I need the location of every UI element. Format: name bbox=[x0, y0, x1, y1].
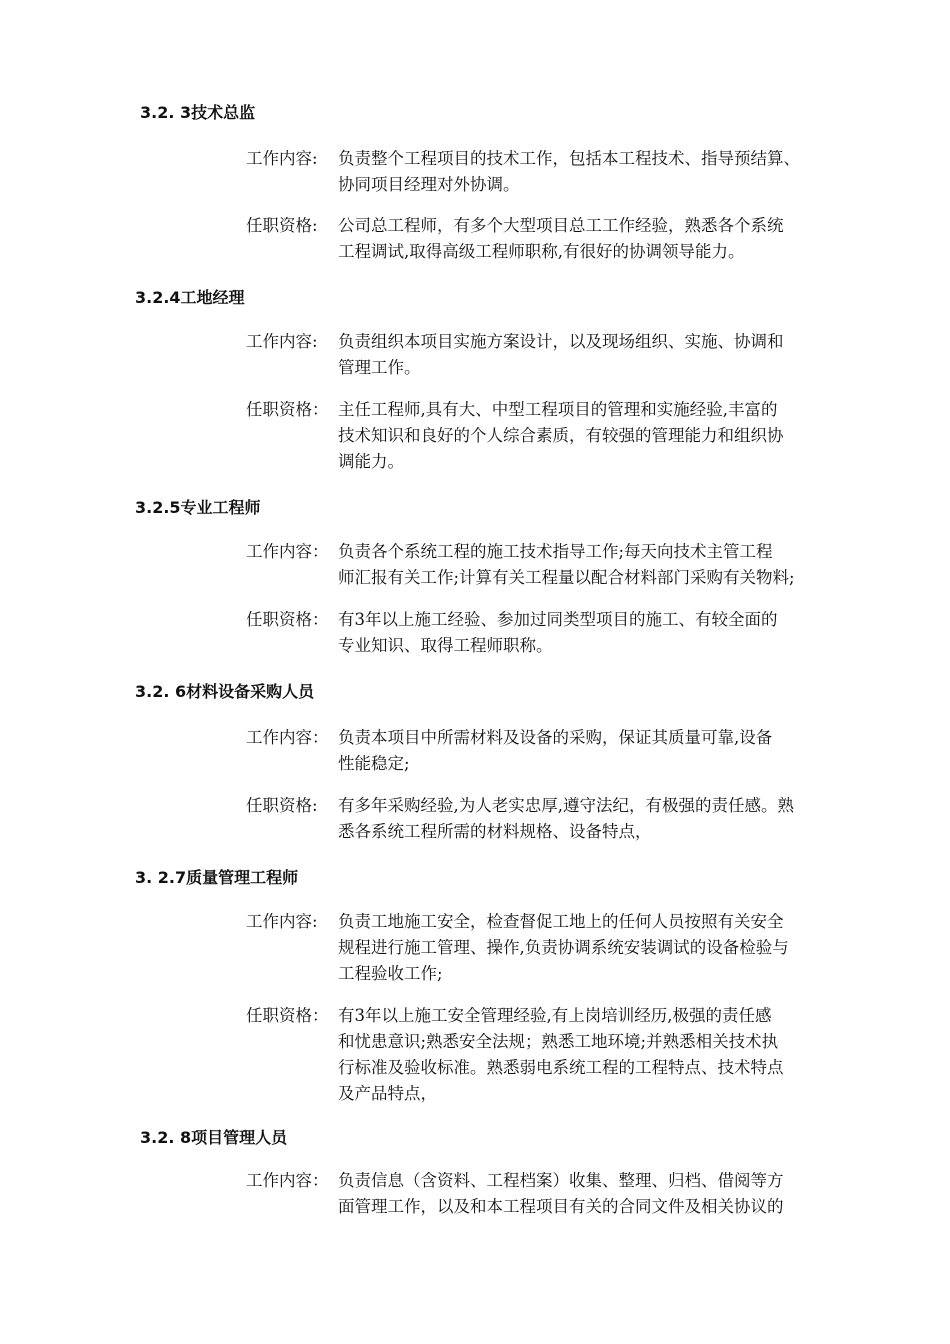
job-content-text: 负责本项目中所需材料及设备的采购，保证其质量可靠,设备 性能稳定; bbox=[338, 728, 773, 773]
qualification-text: 公司总工程师，有多个大型项目总工工作经验，熟悉各个系统 工程调试,取得高级工程师职称,有很好的协调领导能力。 bbox=[338, 216, 784, 261]
job-content-text: 负责各个系统工程的施工技术指导工作;每天向技术主管工程 师汇报有关工作;计算有关工程量以配合材料部门采购有关物料; bbox=[338, 542, 795, 587]
qualification-label: 任职资格： bbox=[246, 1006, 329, 1025]
qualification-text: 有3年以上施工安全管理经验,有上岗培训经历,极强的责任感 和忧患意识;熟悉安全法规；熟悉工地环境;并熟悉相关技术执 行标准及验收标准。熟悉弱电系统工程的工程特点、技术特点 及产品特点， bbox=[338, 1006, 784, 1103]
job-content-label: 工作内容: bbox=[246, 332, 318, 351]
job-content-text: 负责整个工程项目的技术工作，包括本工程技术、指导预结算、 协同项目经理对外协调。 bbox=[338, 149, 800, 194]
section-title-technical-director: 3.2. 3技术总监 bbox=[140, 103, 256, 122]
qualification-label: 任职资格： bbox=[246, 400, 329, 419]
job-content-text: 负责组织本项目实施方案设计，以及现场组织、实施、协调和 管理工作。 bbox=[338, 332, 784, 377]
section-title-site-manager: 3.2.4工地经理 bbox=[135, 288, 245, 307]
qualification-label: 任职资格: bbox=[246, 216, 318, 235]
section-title-procurement-staff: 3.2. 6材料设备采购人员 bbox=[135, 682, 315, 701]
job-content-label: 工作内容： bbox=[246, 1171, 329, 1190]
qualification-text: 有3年以上施工经验、参加过同类型项目的施工、有较全面的 专业知识、取得工程师职称。 bbox=[338, 610, 778, 655]
job-content-label: 工作内容： bbox=[246, 728, 329, 747]
job-content-label: 工作内容: bbox=[246, 149, 318, 168]
qualification-label: 任职资格: bbox=[246, 796, 318, 815]
section-title-specialist-engineer: 3.2.5专业工程师 bbox=[135, 498, 261, 517]
section-title-project-admin-staff: 3.2. 8项目管理人员 bbox=[140, 1128, 288, 1147]
job-content-text: 负责信息（含资料、工程档案）收集、整理、归档、借阅等方 面管理工作，以及和本工程项目有关的合同文件及相关协议的 bbox=[338, 1171, 784, 1216]
section-title-quality-engineer: 3. 2.7质量管理工程师 bbox=[135, 868, 299, 887]
qualification-text: 主任工程师,具有大、中型工程项目的管理和实施经验,丰富的 技术知识和良好的个人综合素质，有较强的管理能力和组织协 调能力。 bbox=[338, 400, 784, 471]
job-content-text: 负责工地施工安全，检查督促工地上的任何人员按照有关安全 规程进行施工管理、操作,负责协调系统安装调试的设备检验与 工程验收工作; bbox=[338, 912, 789, 983]
job-content-label: 工作内容: bbox=[246, 912, 318, 931]
qualification-label: 任职资格： bbox=[246, 610, 329, 629]
job-content-label: 工作内容： bbox=[246, 542, 329, 561]
qualification-text: 有多年采购经验,为人老实忠厚,遵守法纪，有极强的责任感。熟 悉各系统工程所需的材料规格、设备特点， bbox=[338, 796, 794, 841]
